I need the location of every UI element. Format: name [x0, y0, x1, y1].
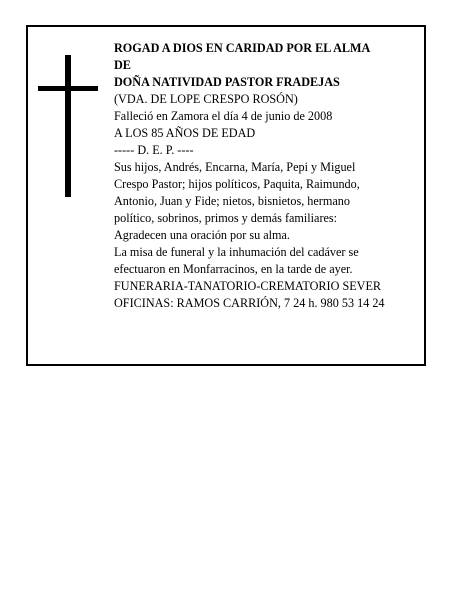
notice-text — [114, 40, 422, 312]
cross-icon — [38, 55, 98, 197]
cross-horizontal-bar — [38, 86, 98, 91]
family-line: Antonio, Juan y Fide; nietos, bisnietos, hermano — [114, 194, 350, 208]
mass-line: efectuaron en Monfarracinos, en la tarde de ayer. — [114, 262, 353, 276]
family-line: político, sobrinos, primos y demás familiares: — [114, 211, 338, 225]
widow-of: (VDA. DE LOPE CRESPO ROSÓN) — [114, 92, 298, 106]
death-date: Falleció en Zamora el día 4 de junio de 2008 — [114, 109, 333, 123]
prayer-request: Agradecen una oración por su alma. — [114, 228, 290, 242]
family-line: Crespo Pastor; hijos políticos, Paquita, Raimundo, — [114, 177, 360, 191]
age-at-death: A LOS 85 AÑOS DE EDAD — [114, 126, 256, 140]
deceased-name: DOÑA NATIVIDAD PASTOR FRADEJAS — [114, 75, 340, 89]
mass-line: La misa de funeral y la inhumación del cadáver se — [114, 245, 359, 259]
rip-line: ----- D. E. P. ---- — [114, 143, 194, 157]
funeral-home: FUNERARIA-TANATORIO-CREMATORIO SEVER — [114, 279, 382, 293]
funeral-home-offices: OFICINAS: RAMOS CARRIÓN, 7 24 h. 980 53 14 24 — [114, 296, 385, 310]
obituary-notice — [26, 25, 426, 366]
notice-heading-de: DE — [114, 58, 131, 72]
family-line: Sus hijos, Andrés, Encarna, María, Pepi y Miguel — [114, 160, 356, 174]
notice-heading: ROGAD A DIOS EN CARIDAD POR EL ALMA — [114, 41, 371, 55]
cross-vertical-bar — [65, 55, 71, 197]
